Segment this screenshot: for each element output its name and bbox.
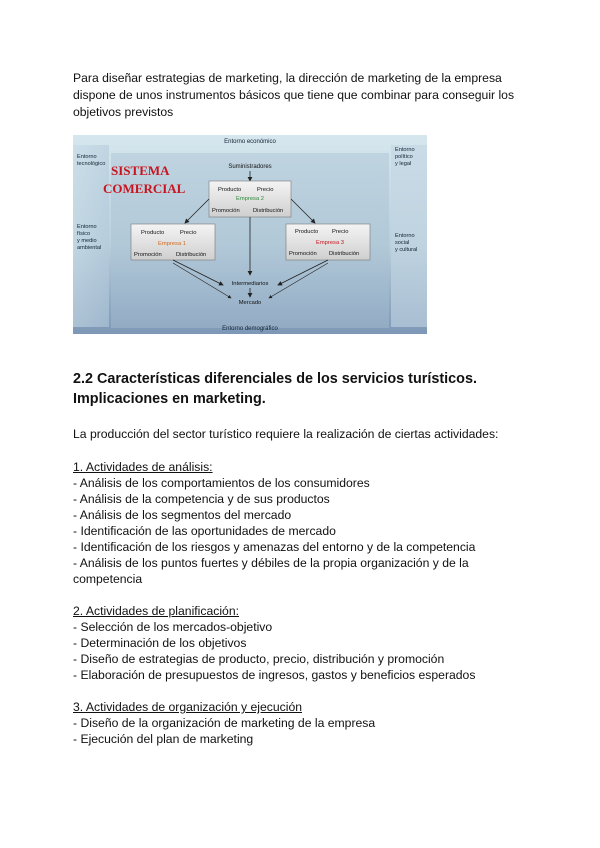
activity-block-planning (73, 603, 493, 683)
figure-title-line2: COMERCIAL (103, 181, 186, 196)
left-top-label-1: Entorno (77, 154, 97, 160)
right-box-name: Empresa 3 (315, 240, 345, 246)
right-box-product: Producto (295, 229, 319, 235)
list-item: - Elaboración de presupuestos de ingresos, gastos y beneficios esperados (73, 668, 476, 682)
intermediaries-label: Intermediarios (231, 281, 269, 287)
list-item: - Ejecución del plan de marketing (73, 732, 254, 746)
right-top-label-2: político (395, 154, 413, 160)
left-bottom-label-2: físico (77, 231, 91, 237)
center-box-promotion: Promoción (212, 208, 240, 214)
right-box-price: Precio (332, 229, 349, 235)
activity-block-title: 2. Actividades de planificación: (73, 604, 239, 618)
activity-block-organization (73, 699, 493, 747)
list-item: - Análisis de los comportamientos de los consumidores (73, 476, 370, 490)
section-heading: 2.2 Características diferenciales de los servicios turísticos. Implicaciones en marketing. (73, 371, 477, 407)
left-box-promotion: Promoción (134, 252, 162, 258)
market-label: Mercado (238, 300, 262, 306)
right-top-label-1: Entorno (395, 147, 415, 153)
activity-block-title: 3. Actividades de organización y ejecución (73, 700, 302, 714)
list-item: - Identificación de las oportunidades de mercado (73, 524, 336, 538)
activity-block-title: 1. Actividades de análisis: (73, 460, 213, 474)
sistema-comercial-diagram (73, 135, 427, 334)
center-box-price: Precio (257, 187, 274, 193)
right-bottom-label-1: Entorno (395, 233, 415, 239)
center-box-product: Producto (218, 187, 242, 193)
list-item: - Análisis de los segmentos del mercado (73, 508, 292, 522)
lead-paragraph: La producción del sector turístico requiere la realización de ciertas actividades: (73, 427, 499, 441)
left-box-name: Empresa 1 (157, 241, 187, 247)
center-company-box (209, 181, 291, 217)
right-company-box (286, 224, 370, 260)
list-item: - Diseño de la organización de marketing de la empresa (73, 716, 376, 730)
right-box-distribution: Distribución (329, 251, 360, 257)
right-bottom-label-2: social (395, 240, 410, 246)
left-box-product: Producto (141, 230, 165, 236)
intro-paragraph: Para diseñar estrategias de marketing, la dirección de marketing de la empresa dispone de unos instrumentos básicos que tiene que combinar para conseguir los objetivos previstos (73, 71, 515, 119)
right-box-promotion: Promoción (289, 251, 317, 257)
bottom-label: Entorno demográfico (222, 326, 278, 332)
figure-title-line1: SISTEMA (111, 163, 170, 178)
suppliers-label: Suministradores (228, 164, 272, 170)
left-bottom-label-3: y medio (77, 238, 97, 244)
left-box-price: Precio (180, 230, 197, 236)
activities-list (73, 459, 493, 763)
list-item: - Diseño de estrategias de producto, precio, distribución y promoción (73, 652, 445, 666)
right-bottom-label-3: y cultural (395, 247, 418, 253)
left-company-box (131, 224, 215, 260)
activity-block-analysis (73, 459, 493, 587)
top-label: Entorno económico (224, 139, 276, 145)
list-item: - Análisis de los puntos fuertes y débiles de la propia organización y de la competencia (73, 556, 469, 586)
center-box-name: Empresa 2 (235, 196, 265, 202)
list-item: - Determinación de los objetivos (73, 636, 247, 650)
list-item: - Selección de los mercados-objetivo (73, 620, 273, 634)
left-bottom-label-1: Entorno (77, 224, 97, 230)
list-item: - Análisis de la competencia y de sus productos (73, 492, 330, 506)
left-bottom-label-4: ambiental (77, 245, 102, 251)
list-item: - Identificación de los riesgos y amenazas del entorno y de la competencia (73, 540, 476, 554)
left-box-distribution: Distribución (176, 252, 207, 258)
right-top-label-3: y legal (395, 161, 412, 167)
sistema-comercial-figure (73, 135, 427, 334)
left-top-label-2: tecnológico (77, 161, 106, 167)
center-box-distribution: Distribución (253, 208, 284, 214)
